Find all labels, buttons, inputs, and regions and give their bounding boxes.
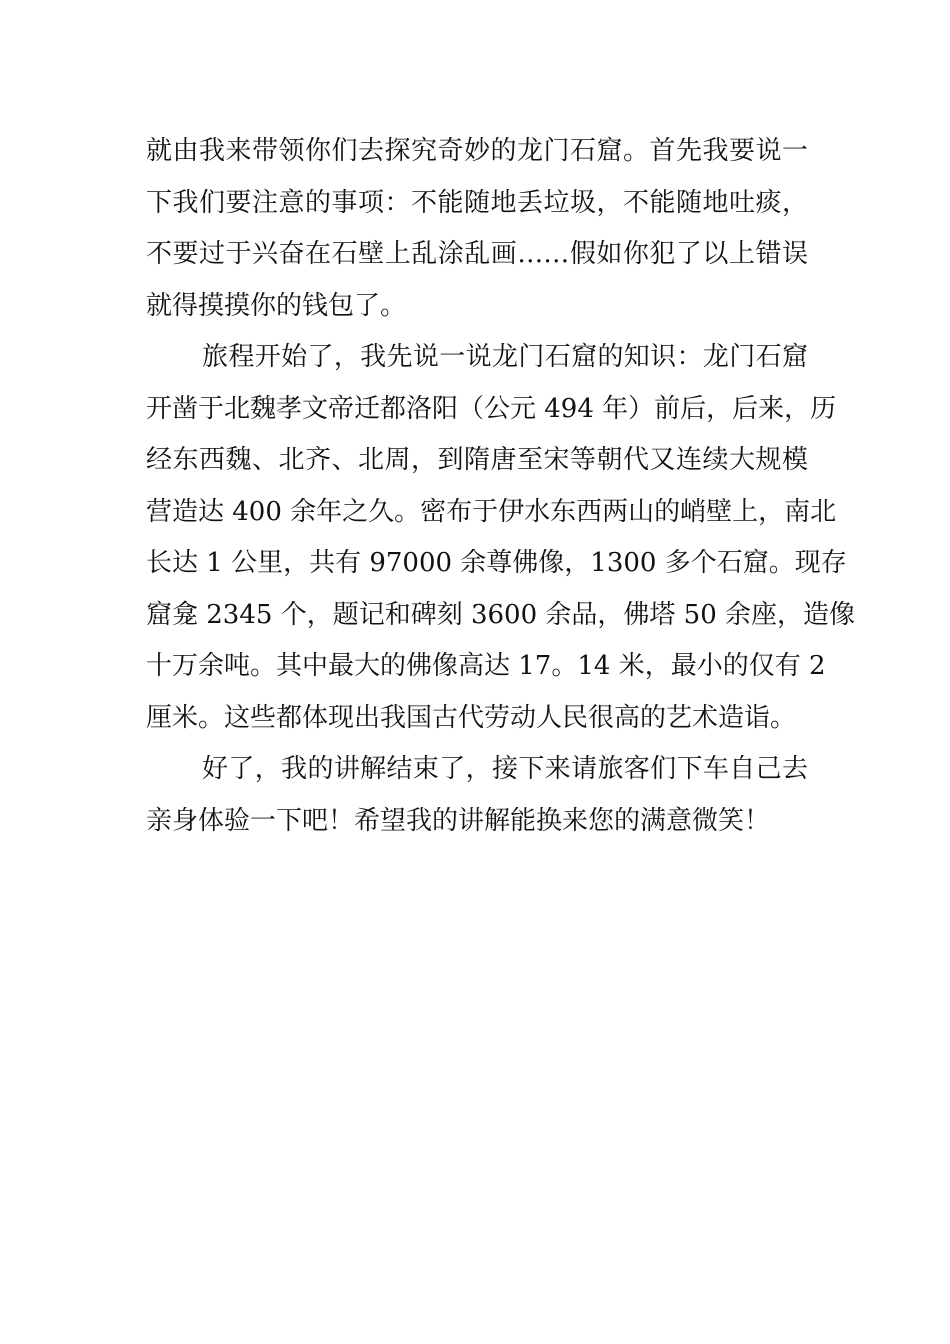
paragraph-intro (146, 126, 808, 332)
text-line: 旅程开始了，我先说一说龙门石窟的知识：龙门石窟 (202, 342, 808, 372)
text-line: 下我们要注意的事项：不能随地丢垃圾，不能随地吐痰， (146, 187, 808, 218)
paragraph-knowledge (146, 332, 856, 744)
text-line: 长达 1 公里，共有 97000 余尊佛像，1300 多个石窟。现存 (146, 548, 847, 578)
text-line: 营造达 400 余年之久。密布于伊水东西两山的峭壁上，南北 (146, 496, 837, 527)
paragraph-closing (146, 744, 808, 847)
text-line: 十万余吨。其中最大的佛像高达 17。14 米，最小的仅有 2 (146, 651, 826, 681)
text-line: 厘米。这些都体现出我国古代劳动人民很高的艺术造诣。 (146, 702, 797, 733)
text-line: 就由我来带领你们去探究奇妙的龙门石窟。首先我要说一 (146, 136, 808, 166)
text-line: 就得摸摸你的钱包了。 (146, 290, 407, 321)
body-text (146, 126, 856, 847)
text-line: 亲身体验一下吧！希望我的讲解能换来您的满意微笑！ (146, 805, 771, 836)
text-line: 开凿于北魏孝文帝迁都洛阳（公元 494 年）前后，后来，历 (146, 393, 837, 424)
text-line: 不要过于兴奋在石壁上乱涂乱画……假如你犯了以上错误 (146, 239, 808, 269)
text-line: 窟龛 2345 个，题记和碑刻 3600 余品，佛塔 50 余座，造像 (146, 599, 856, 630)
text-line: 好了，我的讲解结束了，接下来请旅客们下车自己去 (202, 754, 808, 784)
text-line: 经东西魏、北齐、北周，到隋唐至宋等朝代又连续大规模 (146, 445, 808, 475)
